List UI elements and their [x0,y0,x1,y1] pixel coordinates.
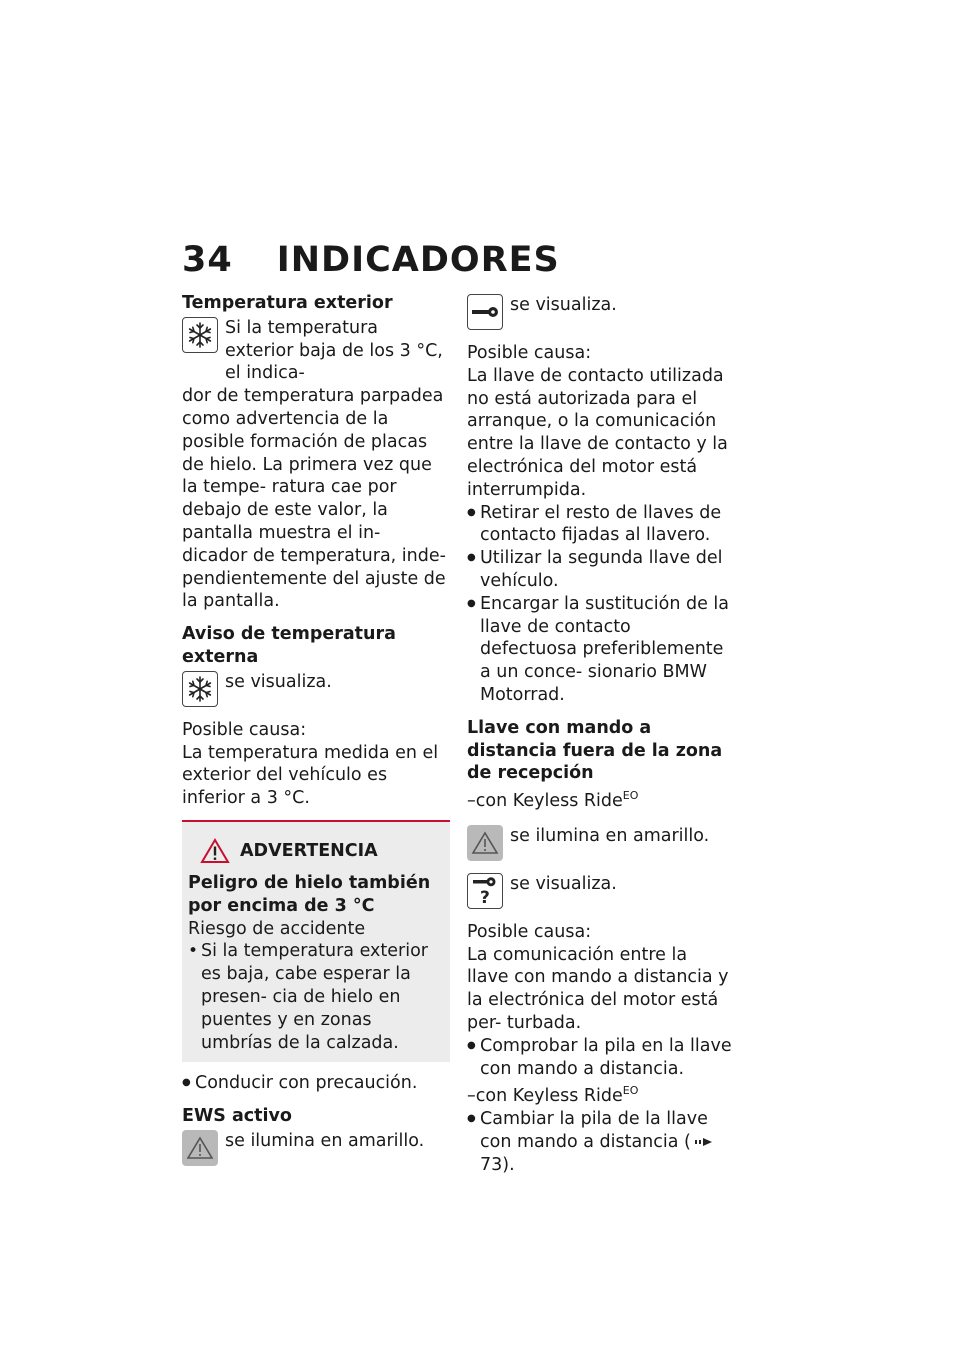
section-ews [182,1105,450,1166]
paragraph: se visualiza. [225,671,332,692]
arrow-reference-icon [694,1136,714,1148]
section-llave-contacto [467,294,733,707]
list-item: • Si la temperatura exterior es baja, cabe esperar la presen- cia de hielo en puentes y en zonas umbrías de la calzada. [188,940,444,1054]
list-item: ● Cambiar la pila de la llave con mando a distancia (73). [467,1108,733,1176]
snowflake-icon [182,671,218,707]
warning-triangle-icon [200,838,230,864]
paragraph: La comunicación entre la llave con mando a distancia y la electrónica del motor está per- turbada. [467,944,729,1033]
paragraph: se visualiza. [510,295,617,315]
icon-row [467,294,733,330]
action-list [467,502,733,707]
warning-triangle-icon [182,1130,218,1166]
icon-row [182,671,450,707]
warning-list [188,940,444,1054]
paragraph: se ilumina en amarillo. [225,1130,425,1151]
cause-label: Posible causa: [182,719,307,740]
paragraph: dor de temperatura parpadea como advertencia de la posible formación de placas de hielo. La primera vez que la tempe- ratura cae por debajo de este valor, la pantalla muestra el in- dicador de temperatura, inde- pendientemente del ajuste de la pantalla. [182,386,446,612]
section-heading: Temperatura exterior [182,293,393,313]
warning-label: ADVERTENCIA [240,840,378,861]
list-item: ● Conducir con precaución. [182,1072,450,1095]
paragraph: se ilumina en amarillo. [510,825,710,846]
warning-header [200,838,444,864]
paragraph: se visualiza. [510,873,617,894]
keyless-note: –con Keyless Ride$^{EO}$ [467,789,639,811]
section-aviso-temperatura [182,623,450,810]
key-icon [467,294,503,330]
warning-box [182,820,450,1062]
warning-title: Peligro de hielo también por encima de 3 °C [188,872,431,916]
list-item: ● Comprobar la pila en la llave con mando a distancia. [467,1035,733,1081]
icon-row [467,825,733,861]
icon-row [182,317,450,385]
section-heading: EWS activo [182,1106,292,1127]
paragraph: Si la temperatura exterior baja de los 3 °C, el indica- [225,317,443,384]
icon-row [182,1130,450,1166]
paragraph: La llave de contacto utilizada no está autorizada para el arranque, o la comunicación entre la llave de contacto y la electrónica del motor está interrumpida. [467,365,728,500]
cause-label: Posible causa: [467,343,592,363]
list-item: ● Retirar el resto de llaves de contacto fijadas al llavero. [467,502,733,548]
warning-risk: Riesgo de accidente [188,918,366,939]
action-list [467,1035,733,1081]
warning-triangle-icon [467,825,503,861]
list-item: ● Encargar la sustitución de la llave de contacto defectuosa preferiblemente a un conce- sionario BMW Motorrad. [467,593,733,707]
page-header [182,240,560,280]
action-list [467,1108,733,1176]
action-list [182,1072,450,1095]
list-item: ● Utilizar la segunda llave del vehículo. [467,547,733,593]
section-temperatura-exterior [182,292,450,613]
section-llave-mando [467,717,733,1177]
left-column [182,292,450,1176]
section-heading: Llave con mando a distancia fuera de la zona de recepción [467,717,723,784]
page-title: INDICADORES [276,240,560,280]
page-number: 34 [182,240,233,280]
cause-label: Posible causa: [467,921,592,942]
paragraph: La temperatura medida en el exterior del vehículo es inferior a 3 °C. [182,742,439,809]
right-column [467,292,733,1186]
section-heading: Aviso de temperatura externa [182,624,396,667]
snowflake-icon [182,317,218,353]
key-question-icon [467,873,503,909]
svg-text:?: ? [480,887,490,906]
icon-row [467,873,733,909]
keyless-note: –con Keyless Ride$^{EO}$ [467,1084,639,1107]
